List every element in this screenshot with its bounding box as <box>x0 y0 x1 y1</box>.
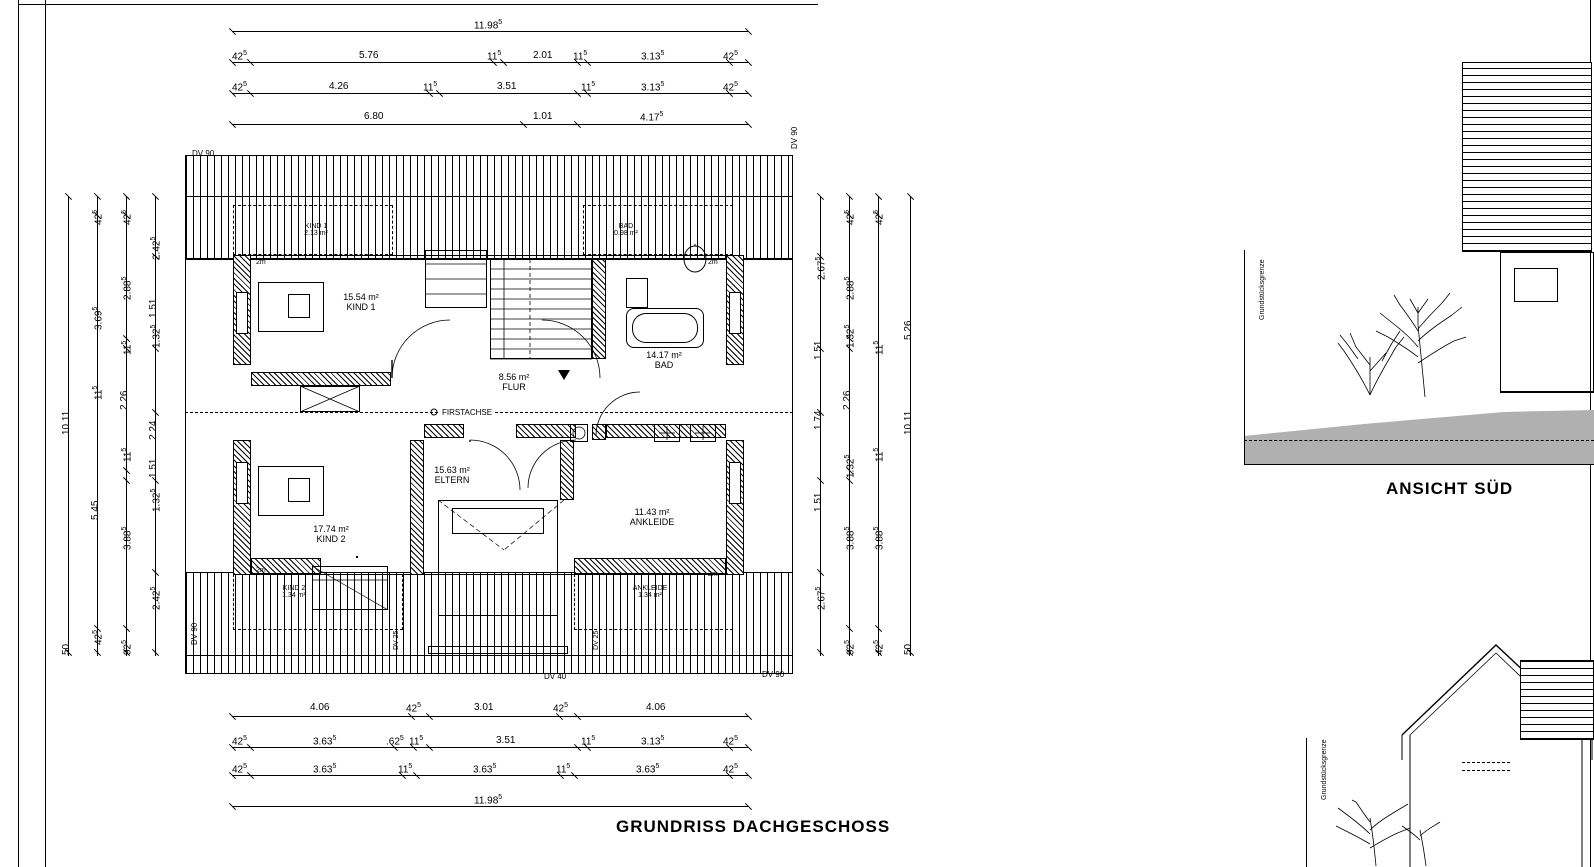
dim-right-1-32b: 1.32$^5$ <box>844 454 857 478</box>
door-arc-bad <box>596 392 642 438</box>
small-area-kind2: 1.34 m² <box>282 592 306 599</box>
dim-bot-r2-2: $.62^5$ <box>386 735 404 748</box>
dv90-top-right-label: DV 90 <box>790 126 799 149</box>
small-name-kind2: KIND 2 <box>282 585 306 592</box>
small-name-ankleide: ANKLEIDE <box>632 585 668 592</box>
dim-bot-r2-3: $11^5$ <box>409 735 424 748</box>
dim-left-2-88: 2.88$^5$ <box>121 276 134 300</box>
small-name-kind1: KIND 1 <box>304 223 328 230</box>
dim-right-10-11: 10.11 <box>903 410 914 435</box>
wall-left-lower <box>233 440 251 575</box>
two-m-mark-br: 2m <box>708 571 718 578</box>
wardrobe-cross <box>300 386 360 412</box>
dim-right-11b: $11^5$ <box>873 447 886 462</box>
room-area-bad: 14.17 m² <box>646 350 682 360</box>
dim-right-42b: $42^5$ <box>873 639 886 655</box>
dim-left-42: $42^5$ <box>92 629 105 645</box>
dim-right-50: 50 <box>903 643 914 655</box>
shower-panel <box>626 278 648 308</box>
dim-left-1-51b: 1.51 <box>148 458 159 478</box>
elev-lower-roof-hatch <box>1520 660 1594 740</box>
dim-left-42c: $42^5$ <box>121 209 134 225</box>
room-name-kind1: KIND 1 <box>346 302 376 312</box>
plan-title: GRUNDRISS DACHGESCHOSS <box>616 817 891 836</box>
dim-left-42b: $42^5$ <box>92 209 105 225</box>
dim-bot-r2-6: 3.13$^5$ <box>641 735 665 748</box>
dim-top-r2-2: $11^5$ <box>487 50 502 63</box>
elev-south-roof <box>1462 62 1592 252</box>
window-left-2 <box>236 462 248 504</box>
dim-bot-r2-1: 3.63$^5$ <box>313 735 337 748</box>
dim-right-2-88: 2.88$^5$ <box>844 276 857 300</box>
dim-right-2-26: 2.26 <box>842 390 853 410</box>
small-area-ankleide: 1.34 m² <box>638 592 662 599</box>
dim-bot-r2-7: $42^5$ <box>723 735 739 748</box>
room-area-kind1: 15.54 m² <box>343 292 379 302</box>
elev-south-ground <box>1244 410 1594 464</box>
dv40-label: DV 40 <box>544 672 567 681</box>
dim-bot-r1-2: 3.01 <box>474 702 494 713</box>
dim-bot-r2-0: $42^5$ <box>232 735 248 748</box>
dim-bot-r3-0: $42^5$ <box>232 763 248 776</box>
room-label-eltern <box>406 465 498 485</box>
dim-bot-r1-1: $42^5$ <box>406 702 422 715</box>
dim-top-r3-5: 3.13$^5$ <box>641 81 665 94</box>
door-arc-flur-left <box>392 320 452 380</box>
dim-top-r3-3: 3.51 <box>497 81 517 92</box>
dim-line-top-row3 <box>232 93 748 94</box>
dim-bot-r3-4: $11^5$ <box>556 763 571 776</box>
elev-south-title: ANSICHT SÜD <box>1386 479 1514 498</box>
closet-bottom-left-2 <box>356 556 358 558</box>
wall-interior-horizontal-left <box>251 372 391 386</box>
shrub-icon-lower <box>1330 800 1440 867</box>
dim-left-3-88: 3.88$^5$ <box>121 526 134 550</box>
dv90-bottom-left-label: DV 90 <box>190 622 199 645</box>
elev-south-property-label: Grundstücksgrenze <box>1259 259 1266 320</box>
dim-top-r3-6: $42^5$ <box>723 81 739 94</box>
dim-bot-r3-1: 3.63$^5$ <box>313 763 337 776</box>
room-name-bad: BAD <box>654 360 674 370</box>
dim-left-10-11: 10.11 <box>61 410 72 435</box>
dim-top-r4-0: 6.80 <box>364 111 384 122</box>
dim-top-r2-4: $11^5$ <box>573 50 588 63</box>
room-area-flur: 8.56 m² <box>498 372 530 382</box>
dim-left-11c: $11^5$ <box>121 340 134 355</box>
master-bed-drape <box>424 490 578 626</box>
sheet-border-top <box>18 4 818 5</box>
furniture-kind2-node <box>288 478 310 502</box>
two-m-mark-tl: 2m <box>256 259 266 266</box>
elev-south-ground-line <box>1244 464 1594 465</box>
dim-bot-r2-4: 3.51 <box>496 735 516 746</box>
small-area-kind1: 2.13 m² <box>304 230 328 237</box>
elev-lower-property-label: Grundstücksgrenze <box>1321 739 1328 800</box>
dim-top-r3-4: $11^5$ <box>581 81 596 94</box>
firstachse-marker <box>430 407 440 417</box>
elev-south-ground-dash <box>1244 440 1594 441</box>
small-label-kind1 <box>278 223 354 237</box>
door-arc-ankleide <box>528 440 578 490</box>
dim-left-50: 50 <box>61 643 72 655</box>
firstachse-label: FIRSTACHSE <box>442 408 493 417</box>
dv90-bottom-right-label: DV 90 <box>762 670 785 679</box>
room-label-kind1 <box>315 292 407 312</box>
elev-lower-dash-2 <box>1462 770 1510 771</box>
dim-right-1-51b: 1.51 <box>813 492 824 512</box>
dim-right-5-26: 5.26 <box>903 320 914 340</box>
sheet-border-left-outer <box>18 0 19 867</box>
room-name-ankleide: ANKLEIDE <box>629 517 675 527</box>
dim-bot-r3-5: 3.63$^5$ <box>636 763 660 776</box>
elev-lower-dash-1 <box>1462 762 1510 763</box>
sink-icon <box>682 244 708 274</box>
room-name-kind2: KIND 2 <box>316 534 346 544</box>
dim-left-2-26: 2.26 <box>119 390 130 410</box>
dim-bot-r1-4: 4.06 <box>646 702 666 713</box>
dim-line-top-row4 <box>232 124 748 125</box>
dim-top-r2-5: 3.13$^5$ <box>641 50 665 63</box>
dim-left-11a: $11^5$ <box>92 385 105 400</box>
dim-right-42a: $42^5$ <box>844 209 857 225</box>
dim-bot-r3-2: $11^5$ <box>398 763 413 776</box>
window-left-1 <box>236 292 248 334</box>
plan-inner-rail-top <box>233 255 744 256</box>
dim-left-2-42a: 2.42$^5$ <box>150 236 163 260</box>
dim-left-1-32a: 1.32$^5$ <box>150 324 163 348</box>
small-label-ankleide <box>612 585 688 599</box>
small-area-bad: 0.98 m² <box>614 230 638 237</box>
wall-interior-hall-left <box>424 424 464 438</box>
dim-right-1-32a: 1.32$^5$ <box>844 324 857 348</box>
small-name-bad: BAD <box>618 223 634 230</box>
furniture-kind1-node <box>288 294 310 318</box>
room-name-eltern: ELTERN <box>434 475 470 485</box>
dim-left-1-51a: 1.51 <box>148 298 159 318</box>
bed-foot-panel <box>428 646 568 654</box>
dim-top-r4-1: 1.01 <box>533 111 553 122</box>
room-label-flur <box>468 372 560 392</box>
room-label-kind2 <box>285 524 377 544</box>
room-area-kind2: 17.74 m² <box>313 524 349 534</box>
sheet-border-left-inner <box>45 0 46 867</box>
dim-right-1-51a: 1.51 <box>813 340 824 360</box>
dim-right-42c: $42^5$ <box>873 209 886 225</box>
dim-right-3-88b: 3.88$^5$ <box>844 526 857 550</box>
room-area-ankleide: 11.43 m² <box>634 507 670 517</box>
dim-right-2-67b: 2.67$^5$ <box>815 586 828 610</box>
dim-bot-r1-0: 4.06 <box>310 702 330 713</box>
dim-top-r2-0: $42^5$ <box>232 50 248 63</box>
two-m-mark-tr: 2m <box>708 259 718 266</box>
dim-left-3-69: 3.69$^5$ <box>92 306 105 330</box>
dim-top-r2-1: 5.76 <box>359 50 379 61</box>
dv25-right-label: DV 25 <box>593 630 600 650</box>
dim-top-r2-3: 2.01 <box>533 50 553 61</box>
dim-left-11b: $11^5$ <box>121 447 134 462</box>
elev-south-wall-base <box>1500 392 1594 393</box>
small-label-kind2 <box>256 585 332 599</box>
dim-left-5-45: 5.45 <box>90 500 101 520</box>
dim-bot-r1-3: $42^5$ <box>553 702 569 715</box>
elev-lower-property-line <box>1306 738 1307 867</box>
dim-line-left-3 <box>126 196 127 656</box>
dim-left-1-32b: 1.32$^5$ <box>150 488 163 512</box>
dim-line-bottom-row1 <box>232 716 748 717</box>
room-name-flur: FLUR <box>502 382 526 392</box>
elev-south-window <box>1514 268 1558 302</box>
dim-bottom-total: 11.98$^5$ <box>474 794 503 807</box>
dim-line-right-3 <box>878 196 879 656</box>
dim-top-r2-6: $42^5$ <box>723 50 739 63</box>
room-label-bad <box>618 350 710 370</box>
dim-top-r4-2: 4.17$^5$ <box>640 111 664 124</box>
door-arc-flur-right <box>540 320 840 470</box>
dim-right-1-74: 1.74 <box>813 410 824 430</box>
dim-top-r3-1: 4.26 <box>329 81 349 92</box>
dim-left-2-24: 2.24 <box>148 420 159 440</box>
small-label-bad <box>588 223 664 237</box>
dim-right-3-88a: 3.88$^5$ <box>873 526 886 550</box>
dim-top-total: 11.98$^5$ <box>474 19 503 32</box>
dim-line-bottom-row2 <box>232 747 748 748</box>
dv25-left-label: DV 25 <box>393 630 400 650</box>
elev-south-property-line <box>1244 250 1245 464</box>
wall-interior-vertical-mid <box>410 440 424 575</box>
room-area-eltern: 15.63 m² <box>434 465 470 475</box>
dormer-bottom-right <box>574 574 733 630</box>
dim-top-r3-2: $11^5$ <box>423 81 438 94</box>
dim-left-2-42b: 2.42$^5$ <box>150 586 163 610</box>
dim-right-92: $92^5$ <box>844 639 857 655</box>
dim-line-right-2 <box>849 196 850 656</box>
dim-bot-r3-3: 3.63$^5$ <box>473 763 497 776</box>
dim-left-92: $92^5$ <box>121 639 134 655</box>
dim-bot-r3-6: $42^5$ <box>723 763 739 776</box>
dim-line-left-2 <box>97 196 98 656</box>
dv90-top-left-label: DV 90 <box>192 149 215 158</box>
dim-top-r3-0: $42^5$ <box>232 81 248 94</box>
stair-landing-lines <box>425 250 487 308</box>
dim-bot-r2-5: $11^5$ <box>581 735 596 748</box>
two-m-mark-bl: 2m <box>256 567 266 574</box>
dim-right-2-67a: 2.67$^5$ <box>815 256 828 280</box>
wall-bottom-right-stub <box>574 558 726 574</box>
room-label-ankleide <box>606 507 698 527</box>
shrub-icon <box>1330 285 1480 400</box>
dim-right-11a: $11^5$ <box>873 340 886 355</box>
